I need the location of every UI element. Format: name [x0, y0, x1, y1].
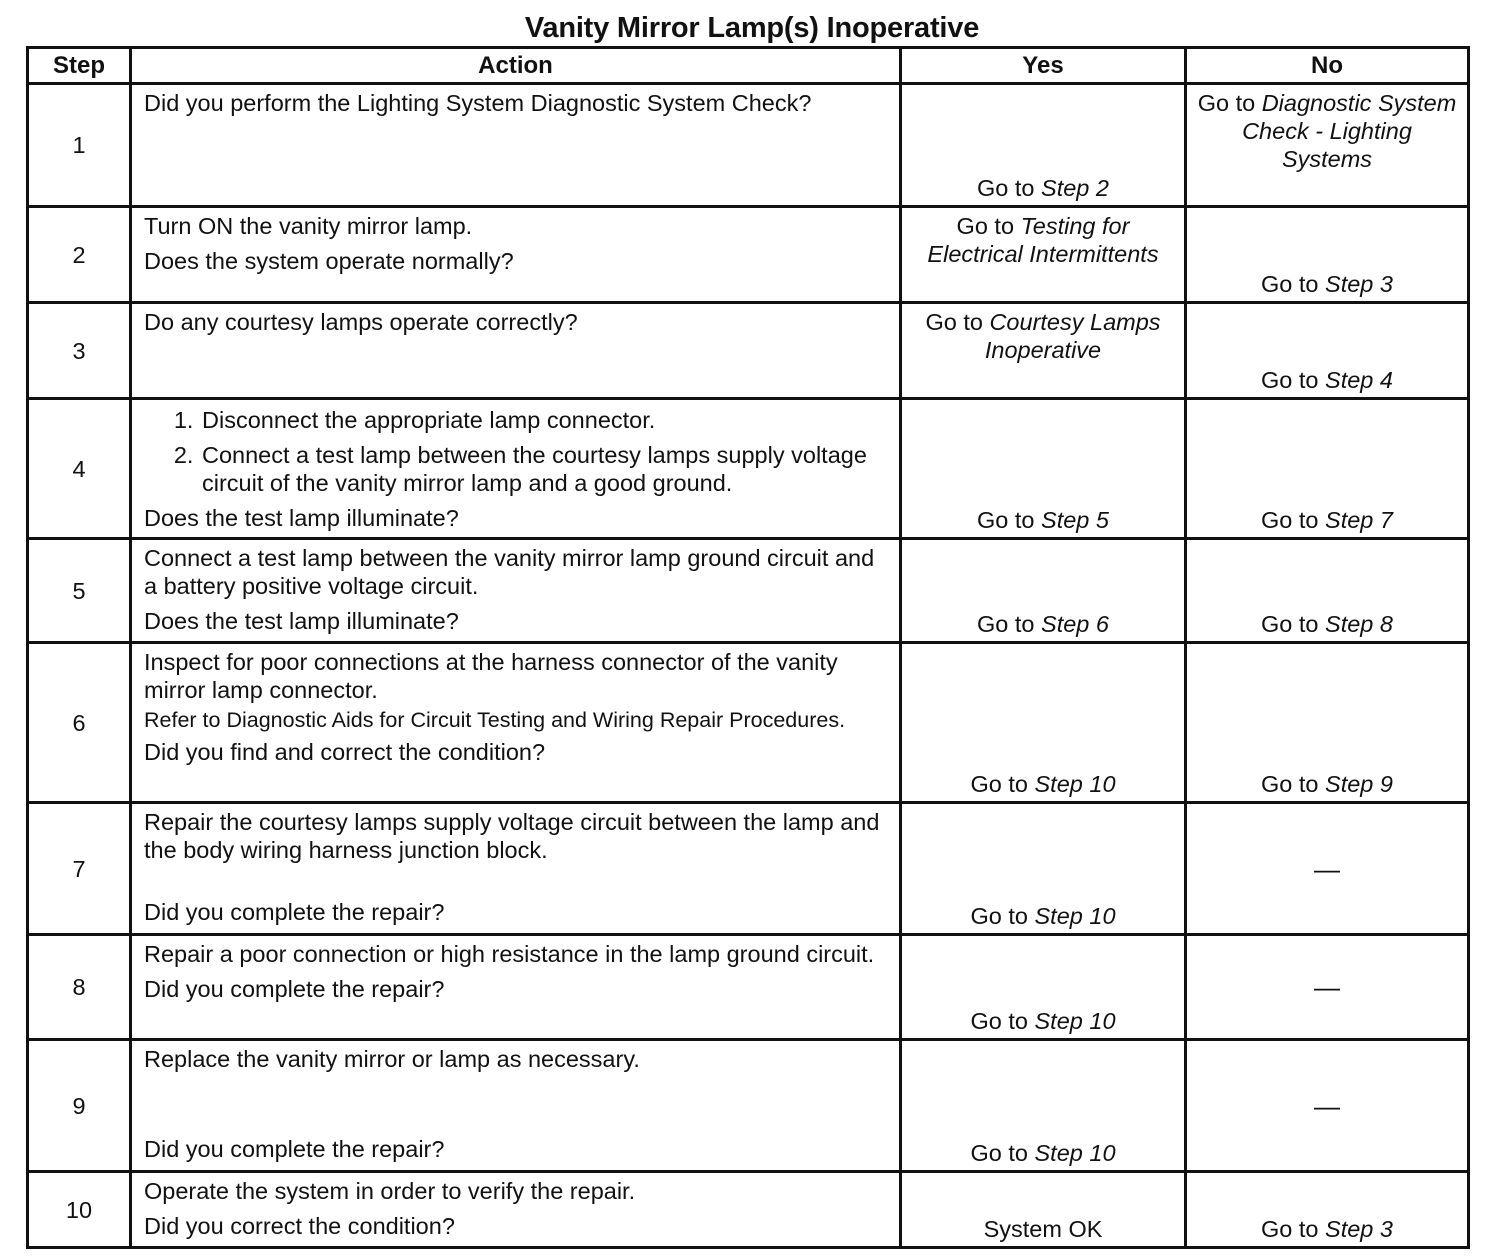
no-prefix: Go to — [1197, 90, 1262, 116]
no-dash: — — [1314, 1090, 1340, 1121]
table-row — [28, 643, 1469, 803]
action-cell — [131, 935, 901, 1040]
yes-reference: Step 10 — [1034, 771, 1116, 797]
step-number: 3 — [28, 303, 131, 399]
header-no: No — [1186, 48, 1469, 84]
table-row — [28, 399, 1469, 539]
no-prefix: Go to — [1261, 507, 1326, 533]
yes-reference: Courtesy Lamps Inoperative — [984, 309, 1161, 363]
action-cell — [131, 303, 901, 399]
yes-cell — [901, 643, 1186, 803]
action-text: Turn ON the vanity mirror lamp. — [144, 213, 473, 239]
no-prefix: Go to — [1261, 271, 1326, 297]
yes-reference: Step 10 — [1034, 1008, 1116, 1034]
action-question: Does the test lamp illuminate? — [144, 608, 459, 634]
action-text: Did you perform the Lighting System Diagnostic System Check? — [144, 90, 812, 116]
no-cell — [1186, 399, 1469, 539]
yes-prefix: Go to — [956, 213, 1021, 239]
no-reference: Step 3 — [1325, 1216, 1393, 1242]
action-text: Do any courtesy lamps operate correctly? — [144, 309, 578, 335]
action-text: Connect a test lamp between the vanity mirror lamp ground circuit and a battery positive voltage circuit. — [144, 545, 875, 599]
yes-prefix: Go to — [970, 771, 1035, 797]
table-header-row — [28, 48, 1469, 84]
action-cell — [131, 84, 901, 207]
no-reference: Diagnostic System Check - Lighting Systems — [1242, 90, 1457, 172]
no-cell — [1186, 84, 1469, 207]
yes-reference: Step 2 — [1041, 175, 1109, 201]
no-reference: Step 7 — [1325, 507, 1393, 533]
yes-reference: Step 10 — [1034, 903, 1116, 929]
step-number: 1 — [28, 84, 131, 207]
no-reference: Step 3 — [1325, 271, 1393, 297]
action-question: Does the test lamp illuminate? — [144, 505, 459, 531]
sub-step-list — [144, 406, 887, 497]
action-question: Does the system operate normally? — [144, 248, 514, 274]
no-cell — [1186, 1172, 1469, 1248]
yes-result: System OK — [983, 1216, 1103, 1242]
table-row — [28, 84, 1469, 207]
no-reference: Step 4 — [1325, 367, 1393, 393]
no-prefix: Go to — [1261, 367, 1326, 393]
yes-cell — [901, 84, 1186, 207]
no-cell — [1186, 539, 1469, 643]
action-cell — [131, 803, 901, 935]
yes-prefix: Go to — [970, 1008, 1035, 1034]
action-question: Did you complete the repair? — [144, 1136, 445, 1162]
action-question: Did you complete the repair? — [144, 899, 445, 925]
step-number: 8 — [28, 935, 131, 1040]
yes-prefix: Go to — [970, 1140, 1035, 1166]
action-text: Operate the system in order to verify the repair. — [144, 1178, 636, 1204]
step-number: 7 — [28, 803, 131, 935]
action-cell — [131, 643, 901, 803]
action-note: Refer to Diagnostic Aids for Circuit Testing and Wiring Repair Procedures. — [144, 708, 846, 732]
step-number: 2 — [28, 207, 131, 303]
yes-prefix: Go to — [977, 611, 1042, 637]
no-reference: Step 9 — [1325, 771, 1393, 797]
no-cell — [1186, 803, 1469, 935]
step-number: 4 — [28, 399, 131, 539]
table-row — [28, 803, 1469, 935]
page-title: Vanity Mirror Lamp(s) Inoperative — [524, 12, 980, 44]
table-row — [28, 539, 1469, 643]
yes-reference: Step 10 — [1034, 1140, 1116, 1166]
table-row — [28, 303, 1469, 399]
action-cell — [131, 207, 901, 303]
step-number: 10 — [28, 1172, 131, 1248]
action-text: Inspect for poor connections at the harness connector of the vanity mirror lamp connector. — [144, 649, 838, 703]
action-cell — [131, 1040, 901, 1172]
step-number: 9 — [28, 1040, 131, 1172]
action-cell — [131, 399, 901, 539]
no-cell — [1186, 1040, 1469, 1172]
table-row — [28, 1172, 1469, 1248]
table-row — [28, 207, 1469, 303]
yes-cell — [901, 207, 1186, 303]
no-cell — [1186, 643, 1469, 803]
action-text: Repair a poor connection or high resistance in the lamp ground circuit. — [144, 941, 875, 967]
action-text: Repair the courtesy lamps supply voltage circuit between the lamp and the body wiring harness junction block. — [144, 809, 880, 863]
header-action: Action — [131, 48, 901, 84]
yes-reference: Step 5 — [1041, 507, 1109, 533]
yes-prefix: Go to — [925, 309, 990, 335]
action-question: Did you find and correct the condition? — [144, 739, 546, 765]
action-cell — [131, 539, 901, 643]
yes-prefix: Go to — [970, 903, 1035, 929]
sub-step-item: 1. Disconnect the appropriate lamp connector. — [200, 406, 887, 434]
no-prefix: Go to — [1261, 1216, 1326, 1242]
no-cell — [1186, 935, 1469, 1040]
action-cell — [131, 1172, 901, 1248]
yes-cell — [901, 303, 1186, 399]
yes-cell — [901, 399, 1186, 539]
diagnostic-table — [26, 46, 1470, 1249]
no-dash: — — [1314, 972, 1340, 1002]
yes-reference: Step 6 — [1041, 611, 1109, 637]
yes-reference: Testing for Electrical Intermittents — [927, 213, 1159, 267]
yes-cell — [901, 1040, 1186, 1172]
no-reference: Step 8 — [1325, 611, 1393, 637]
yes-prefix: Go to — [977, 507, 1042, 533]
no-dash: — — [1314, 853, 1340, 884]
yes-cell — [901, 1172, 1186, 1248]
yes-cell — [901, 803, 1186, 935]
sub-step-item: 2. Connect a test lamp between the courtesy lamps supply voltage circuit of the vanity mirror lamp and a good ground. — [200, 441, 887, 497]
table-row — [28, 935, 1469, 1040]
no-cell — [1186, 207, 1469, 303]
action-text: Replace the vanity mirror or lamp as necessary. — [144, 1046, 640, 1072]
action-question: Did you complete the repair? — [144, 976, 445, 1002]
no-prefix: Go to — [1261, 611, 1326, 637]
header-yes: Yes — [901, 48, 1186, 84]
no-cell — [1186, 303, 1469, 399]
table-row — [28, 1040, 1469, 1172]
action-question: Did you correct the condition? — [144, 1213, 455, 1239]
yes-prefix: Go to — [977, 175, 1042, 201]
header-step: Step — [28, 48, 131, 84]
yes-cell — [901, 935, 1186, 1040]
step-number: 5 — [28, 539, 131, 643]
step-number: 6 — [28, 643, 131, 803]
yes-cell — [901, 539, 1186, 643]
no-prefix: Go to — [1261, 771, 1326, 797]
